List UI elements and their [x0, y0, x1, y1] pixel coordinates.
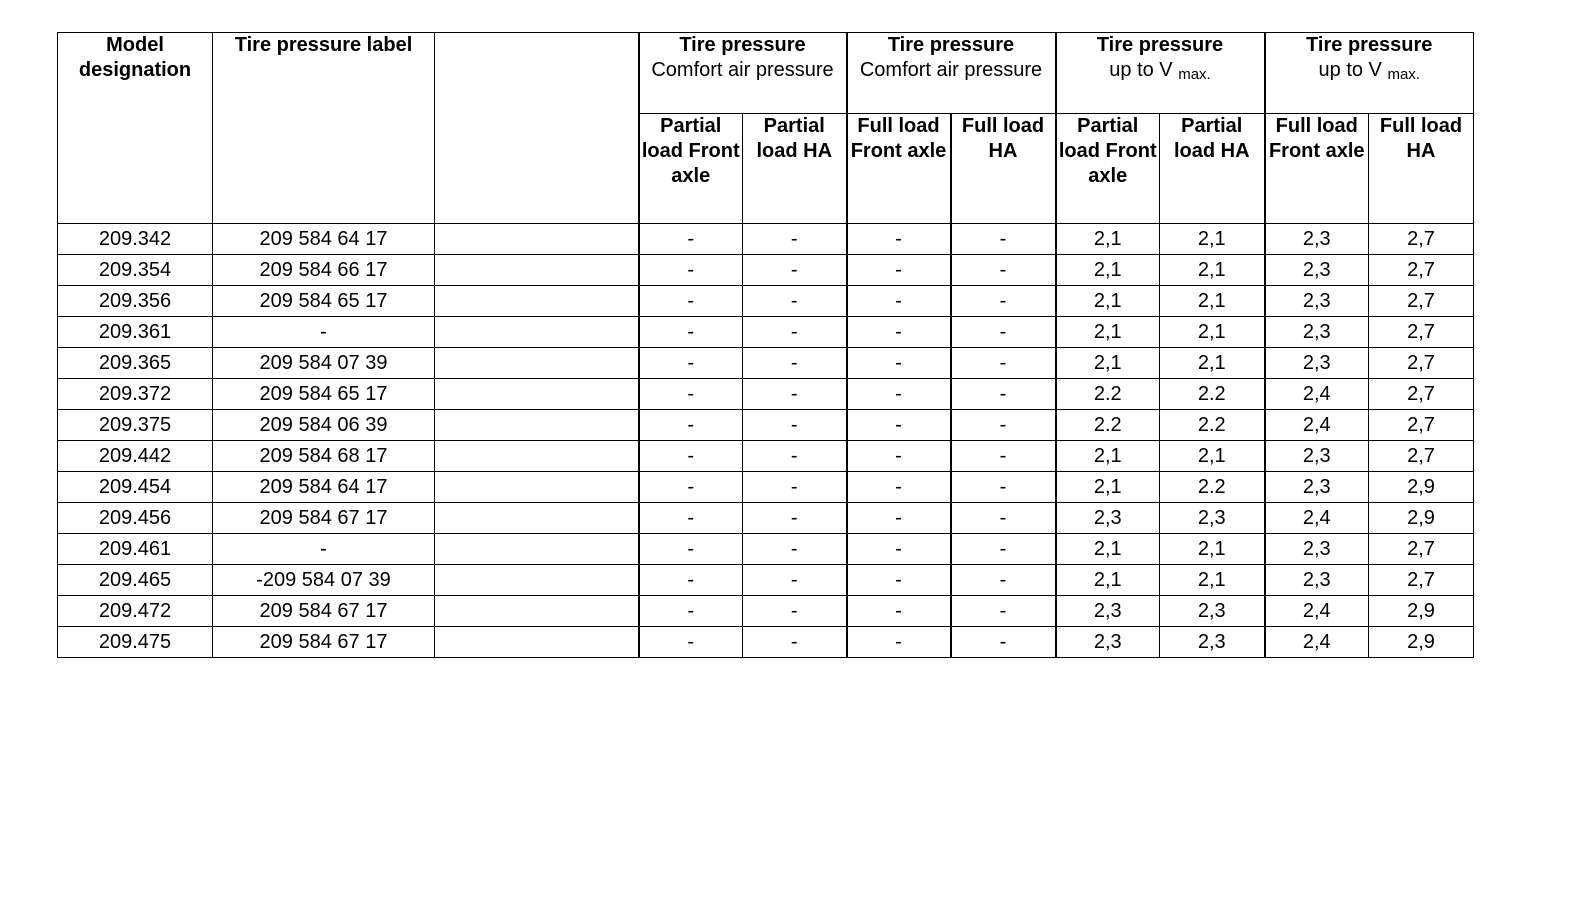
label-cell: 209 584 64 17 — [213, 472, 435, 503]
group-title: Tire pressure — [1096, 34, 1224, 56]
subcolumn-header: Partial load HA — [1160, 114, 1265, 224]
pressure-cell: 2,3 — [1265, 317, 1369, 348]
table-row — [58, 379, 1474, 410]
table-row — [58, 534, 1474, 565]
label-cell: 209 584 06 39 — [213, 410, 435, 441]
pressure-cell: - — [743, 441, 847, 472]
pressure-cell: 2,7 — [1369, 441, 1474, 472]
pressure-cell: - — [847, 441, 951, 472]
model-designation-header: Model designation — [58, 33, 213, 224]
pressure-cell: - — [743, 224, 847, 255]
group-subtitle-wrap — [1057, 58, 1264, 83]
table-body — [58, 224, 1474, 658]
pressure-cell: 2,1 — [1056, 317, 1160, 348]
pressure-cell: 2.2 — [1160, 379, 1265, 410]
pressure-cell: 2,3 — [1265, 348, 1369, 379]
label-cell: 209 584 67 17 — [213, 627, 435, 658]
pressure-cell: - — [847, 255, 951, 286]
pressure-cell: 2,1 — [1056, 534, 1160, 565]
pressure-cell: - — [639, 224, 743, 255]
pressure-cell: - — [847, 534, 951, 565]
tire-pressure-label-header: Tire pressure label — [213, 33, 435, 224]
blank-cell — [435, 410, 639, 441]
table-row — [58, 410, 1474, 441]
subcolumn-header: Full load Front axle — [1265, 114, 1369, 224]
pressure-cell: 2,3 — [1056, 503, 1160, 534]
pressure-cell: - — [847, 317, 951, 348]
subcolumn-header: Partial load Front axle — [639, 114, 743, 224]
label-cell: 209 584 68 17 — [213, 441, 435, 472]
pressure-cell: - — [639, 472, 743, 503]
pressure-cell: - — [639, 379, 743, 410]
pressure-cell: - — [847, 565, 951, 596]
table-row — [58, 503, 1474, 534]
table-row — [58, 596, 1474, 627]
pressure-cell: 2,7 — [1369, 286, 1474, 317]
pressure-cell: 2,7 — [1369, 224, 1474, 255]
blank-cell — [435, 379, 639, 410]
pressure-cell: - — [951, 348, 1056, 379]
pressure-cell: 2,1 — [1056, 286, 1160, 317]
pressure-cell: 2,1 — [1160, 255, 1265, 286]
blank-cell — [435, 348, 639, 379]
pressure-cell: 2,3 — [1160, 503, 1265, 534]
model-cell: 209.461 — [58, 534, 213, 565]
blank-cell — [435, 317, 639, 348]
group-subtitle-sub: max. — [1178, 66, 1211, 83]
model-cell: 209.472 — [58, 596, 213, 627]
pressure-cell: - — [743, 286, 847, 317]
pressure-cell: - — [639, 317, 743, 348]
table-row — [58, 255, 1474, 286]
label-cell: - — [213, 534, 435, 565]
pressure-cell: 2,1 — [1056, 224, 1160, 255]
pressure-cell: - — [847, 224, 951, 255]
pressure-cell: 2,3 — [1056, 627, 1160, 658]
model-cell: 209.354 — [58, 255, 213, 286]
pressure-cell: - — [951, 317, 1056, 348]
pressure-cell: 2,3 — [1265, 441, 1369, 472]
subcolumn-header: Full load Front axle — [847, 114, 951, 224]
table-row — [58, 317, 1474, 348]
pressure-cell: - — [639, 503, 743, 534]
pressure-cell: 2,3 — [1265, 565, 1369, 596]
table-row — [58, 472, 1474, 503]
label-cell: 209 584 66 17 — [213, 255, 435, 286]
blank-cell — [435, 565, 639, 596]
label-cell: 209 584 65 17 — [213, 379, 435, 410]
blank-cell — [435, 534, 639, 565]
label-cell: - — [213, 317, 435, 348]
pressure-cell: 2,3 — [1265, 534, 1369, 565]
pressure-cell: - — [743, 534, 847, 565]
pressure-cell: - — [639, 627, 743, 658]
pressure-cell: 2,9 — [1369, 472, 1474, 503]
blank-header — [435, 33, 639, 224]
model-cell: 209.454 — [58, 472, 213, 503]
pressure-cell: - — [639, 286, 743, 317]
pressure-cell: - — [951, 627, 1056, 658]
pressure-cell: 2.2 — [1160, 472, 1265, 503]
pressure-cell: - — [743, 255, 847, 286]
blank-cell — [435, 596, 639, 627]
pressure-cell: 2,9 — [1369, 627, 1474, 658]
pressure-cell: 2,3 — [1056, 596, 1160, 627]
blank-cell — [435, 472, 639, 503]
pressure-cell: - — [847, 286, 951, 317]
pressure-cell: 2,4 — [1265, 410, 1369, 441]
pressure-cell: - — [639, 441, 743, 472]
pressure-cell: - — [639, 596, 743, 627]
pressure-cell: 2,3 — [1160, 596, 1265, 627]
table-row — [58, 565, 1474, 596]
group-header-comfort-2 — [847, 33, 1056, 114]
pressure-cell: 2,7 — [1369, 534, 1474, 565]
pressure-cell: - — [951, 472, 1056, 503]
label-cell: 209 584 67 17 — [213, 596, 435, 627]
blank-cell — [435, 627, 639, 658]
pressure-cell: 2,3 — [1265, 224, 1369, 255]
pressure-cell: 2,1 — [1056, 255, 1160, 286]
model-cell: 209.365 — [58, 348, 213, 379]
table-row — [58, 224, 1474, 255]
group-header-vmax-1 — [1056, 33, 1265, 114]
model-cell: 209.342 — [58, 224, 213, 255]
pressure-cell: - — [951, 286, 1056, 317]
pressure-cell: - — [951, 410, 1056, 441]
subcolumn-header: Partial load Front axle — [1056, 114, 1160, 224]
group-title: Tire pressure — [1306, 34, 1433, 56]
pressure-cell: - — [743, 565, 847, 596]
pressure-cell: 2,3 — [1265, 472, 1369, 503]
label-cell: 209 584 64 17 — [213, 224, 435, 255]
pressure-cell: - — [743, 317, 847, 348]
group-subtitle: Comfort air pressure — [651, 59, 834, 81]
blank-cell — [435, 503, 639, 534]
pressure-cell: 2,1 — [1160, 348, 1265, 379]
pressure-cell: 2,1 — [1056, 348, 1160, 379]
model-cell: 209.465 — [58, 565, 213, 596]
pressure-cell: 2,7 — [1369, 348, 1474, 379]
pressure-cell: 2,1 — [1056, 441, 1160, 472]
label-cell: 209 584 67 17 — [213, 503, 435, 534]
pressure-cell: 2,3 — [1265, 255, 1369, 286]
model-cell: 209.361 — [58, 317, 213, 348]
pressure-cell: - — [951, 441, 1056, 472]
group-subtitle-sub: max. — [1387, 66, 1420, 83]
group-subtitle: up to V — [1109, 59, 1173, 81]
pressure-cell: 2,9 — [1369, 503, 1474, 534]
pressure-cell: 2,4 — [1265, 596, 1369, 627]
pressure-cell: - — [847, 472, 951, 503]
pressure-cell: 2,4 — [1265, 379, 1369, 410]
pressure-cell: 2,7 — [1369, 317, 1474, 348]
subcolumn-header: Full load HA — [951, 114, 1056, 224]
pressure-cell: 2,1 — [1056, 472, 1160, 503]
blank-cell — [435, 286, 639, 317]
header-row-groups — [58, 33, 1474, 114]
group-subtitle: up to V — [1318, 59, 1382, 81]
pressure-cell: - — [743, 410, 847, 441]
group-title: Tire pressure — [887, 34, 1015, 56]
group-header-vmax-2 — [1265, 33, 1474, 114]
pressure-cell: 2,7 — [1369, 410, 1474, 441]
pressure-cell: 2,1 — [1160, 441, 1265, 472]
pressure-cell: - — [743, 596, 847, 627]
pressure-cell: 2,1 — [1160, 224, 1265, 255]
pressure-cell: 2,3 — [1160, 627, 1265, 658]
pressure-cell: 2,1 — [1056, 565, 1160, 596]
label-cell: 209 584 65 17 — [213, 286, 435, 317]
pressure-cell: 2,1 — [1160, 286, 1265, 317]
pressure-cell: 2,9 — [1369, 596, 1474, 627]
pressure-cell: - — [743, 472, 847, 503]
subcolumn-header: Partial load HA — [743, 114, 847, 224]
subcolumn-header: Full load HA — [1369, 114, 1474, 224]
pressure-cell: - — [639, 348, 743, 379]
pressure-cell: - — [847, 410, 951, 441]
pressure-cell: - — [847, 379, 951, 410]
pressure-cell: 2,4 — [1265, 503, 1369, 534]
model-cell: 209.456 — [58, 503, 213, 534]
pressure-cell: - — [951, 255, 1056, 286]
pressure-cell: - — [847, 596, 951, 627]
table-row — [58, 348, 1474, 379]
pressure-cell: 2,7 — [1369, 379, 1474, 410]
pressure-cell: 2,4 — [1265, 627, 1369, 658]
pressure-cell: 2.2 — [1160, 410, 1265, 441]
table-row — [58, 441, 1474, 472]
pressure-cell: - — [951, 596, 1056, 627]
pressure-cell: - — [743, 379, 847, 410]
pressure-cell: 2,1 — [1160, 565, 1265, 596]
table-row — [58, 627, 1474, 658]
blank-cell — [435, 255, 639, 286]
pressure-cell: 2.2 — [1056, 379, 1160, 410]
model-cell: 209.475 — [58, 627, 213, 658]
blank-cell — [435, 224, 639, 255]
pressure-cell: - — [847, 627, 951, 658]
model-cell: 209.442 — [58, 441, 213, 472]
pressure-cell: 2,3 — [1265, 286, 1369, 317]
group-title: Tire pressure — [679, 34, 806, 56]
group-subtitle: Comfort air pressure — [859, 59, 1043, 81]
pressure-cell: 2,1 — [1160, 317, 1265, 348]
table-row — [58, 286, 1474, 317]
pressure-cell: - — [951, 224, 1056, 255]
pressure-cell: - — [639, 534, 743, 565]
pressure-cell: - — [743, 627, 847, 658]
pressure-cell: - — [951, 379, 1056, 410]
pressure-cell: 2,7 — [1369, 565, 1474, 596]
pressure-cell: 2,1 — [1160, 534, 1265, 565]
pressure-cell: - — [743, 348, 847, 379]
pressure-cell: - — [951, 534, 1056, 565]
label-cell: -209 584 07 39 — [213, 565, 435, 596]
pressure-cell: 2,7 — [1369, 255, 1474, 286]
pressure-cell: - — [743, 503, 847, 534]
pressure-cell: - — [639, 410, 743, 441]
pressure-cell: - — [639, 565, 743, 596]
pressure-cell: - — [951, 565, 1056, 596]
model-cell: 209.372 — [58, 379, 213, 410]
pressure-cell: - — [951, 503, 1056, 534]
label-cell: 209 584 07 39 — [213, 348, 435, 379]
group-header-comfort-1 — [639, 33, 847, 114]
pressure-cell: - — [847, 503, 951, 534]
model-cell: 209.375 — [58, 410, 213, 441]
group-subtitle-wrap — [1266, 58, 1474, 83]
pressure-cell: - — [847, 348, 951, 379]
tire-pressure-table — [57, 32, 1474, 658]
model-cell: 209.356 — [58, 286, 213, 317]
pressure-cell: - — [639, 255, 743, 286]
pressure-cell: 2.2 — [1056, 410, 1160, 441]
blank-cell — [435, 441, 639, 472]
